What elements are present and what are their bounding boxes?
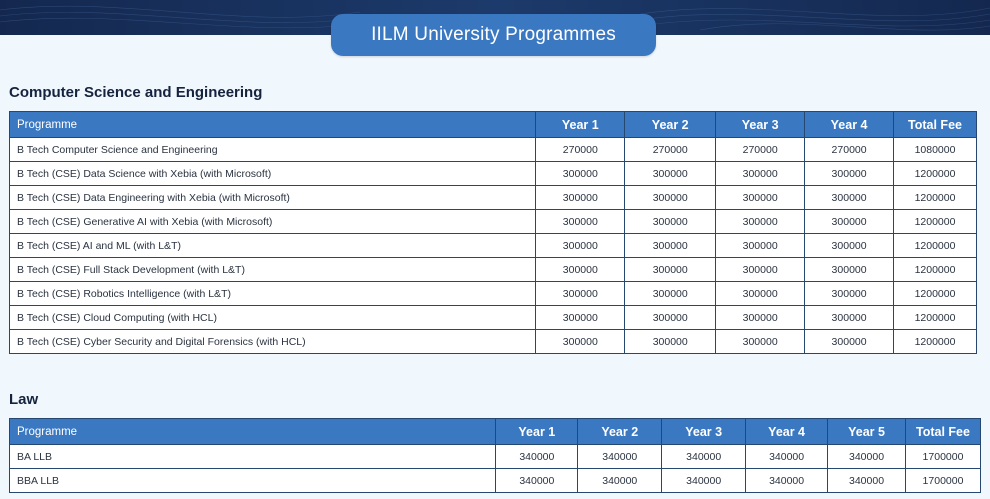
cse-fee-table <box>9 111 977 354</box>
programme-name-cell: B Tech (CSE) AI and ML (with L&T) <box>10 234 536 258</box>
fee-cell: 1200000 <box>894 210 977 234</box>
fee-cell: 300000 <box>625 330 716 354</box>
fee-cell: 340000 <box>662 469 746 493</box>
fee-cell: 300000 <box>805 210 894 234</box>
fee-cell: 300000 <box>625 162 716 186</box>
table-header-row <box>10 112 977 138</box>
fee-cell: 300000 <box>716 162 805 186</box>
fee-cell: 340000 <box>746 469 828 493</box>
programme-name-cell: B Tech (CSE) Cyber Security and Digital Forensics (with HCL) <box>10 330 536 354</box>
fee-cell: 300000 <box>805 186 894 210</box>
fee-cell: 340000 <box>578 469 662 493</box>
table-row <box>10 138 977 162</box>
fee-cell: 300000 <box>716 258 805 282</box>
programme-name-cell: BBA LLB <box>10 469 496 493</box>
fee-cell: 1200000 <box>894 162 977 186</box>
column-header: Year 4 <box>746 419 828 445</box>
section-heading-law: Law <box>9 391 39 408</box>
fee-cell: 1700000 <box>906 469 981 493</box>
table-row <box>10 234 977 258</box>
fee-cell: 300000 <box>625 282 716 306</box>
fee-cell: 340000 <box>578 445 662 469</box>
column-header: Year 3 <box>662 419 746 445</box>
table-row <box>10 306 977 330</box>
fee-cell: 300000 <box>536 282 625 306</box>
page-title: IILM University Programmes <box>331 14 656 56</box>
programme-name-cell: B Tech (CSE) Data Science with Xebia (with Microsoft) <box>10 162 536 186</box>
fee-cell: 1200000 <box>894 234 977 258</box>
table-row <box>10 162 977 186</box>
fee-cell: 300000 <box>716 282 805 306</box>
fee-cell: 300000 <box>716 234 805 258</box>
fee-cell: 300000 <box>716 210 805 234</box>
table-row <box>10 210 977 234</box>
programme-name-cell: B Tech Computer Science and Engineering <box>10 138 536 162</box>
table-header-row <box>10 419 981 445</box>
table-row <box>10 330 977 354</box>
fee-cell: 270000 <box>716 138 805 162</box>
column-header: Year 1 <box>536 112 625 138</box>
law-fee-table <box>9 418 981 493</box>
fee-cell: 300000 <box>536 234 625 258</box>
table-row <box>10 258 977 282</box>
fee-cell: 340000 <box>828 445 906 469</box>
fee-cell: 340000 <box>496 445 578 469</box>
fee-cell: 1200000 <box>894 258 977 282</box>
fee-cell: 300000 <box>805 330 894 354</box>
fee-cell: 300000 <box>536 306 625 330</box>
fee-cell: 1080000 <box>894 138 977 162</box>
column-header: Year 2 <box>625 112 716 138</box>
fee-cell: 300000 <box>716 186 805 210</box>
fee-cell: 300000 <box>536 186 625 210</box>
fee-cell: 1700000 <box>906 445 981 469</box>
fee-cell: 300000 <box>536 330 625 354</box>
fee-cell: 300000 <box>536 210 625 234</box>
fee-cell: 1200000 <box>894 186 977 210</box>
fee-cell: 300000 <box>625 186 716 210</box>
programme-name-cell: BA LLB <box>10 445 496 469</box>
fee-cell: 300000 <box>716 330 805 354</box>
fee-cell: 300000 <box>805 282 894 306</box>
section-heading-cse: Computer Science and Engineering <box>9 84 263 101</box>
column-header: Year 5 <box>828 419 906 445</box>
programme-name-cell: B Tech (CSE) Full Stack Development (with L&T) <box>10 258 536 282</box>
column-header: Year 4 <box>805 112 894 138</box>
fee-cell: 340000 <box>828 469 906 493</box>
fee-cell: 300000 <box>805 234 894 258</box>
programme-name-cell: B Tech (CSE) Cloud Computing (with HCL) <box>10 306 536 330</box>
table-row <box>10 282 977 306</box>
fee-cell: 1200000 <box>894 330 977 354</box>
fee-cell: 300000 <box>805 162 894 186</box>
column-header: Total Fee <box>906 419 981 445</box>
fee-cell: 1200000 <box>894 282 977 306</box>
fee-cell: 340000 <box>496 469 578 493</box>
fee-cell: 270000 <box>805 138 894 162</box>
fee-cell: 340000 <box>662 445 746 469</box>
fee-cell: 300000 <box>625 258 716 282</box>
fee-cell: 1200000 <box>894 306 977 330</box>
fee-cell: 300000 <box>805 258 894 282</box>
fee-cell: 270000 <box>625 138 716 162</box>
fee-cell: 270000 <box>536 138 625 162</box>
fee-cell: 300000 <box>536 162 625 186</box>
programme-name-cell: B Tech (CSE) Robotics Intelligence (with L&T) <box>10 282 536 306</box>
column-header: Year 2 <box>578 419 662 445</box>
column-header: Year 1 <box>496 419 578 445</box>
fee-cell: 300000 <box>716 306 805 330</box>
column-header: Programme <box>10 419 496 445</box>
programme-name-cell: B Tech (CSE) Generative AI with Xebia (with Microsoft) <box>10 210 536 234</box>
fee-cell: 300000 <box>805 306 894 330</box>
fee-cell: 300000 <box>625 210 716 234</box>
programme-name-cell: B Tech (CSE) Data Engineering with Xebia (with Microsoft) <box>10 186 536 210</box>
column-header: Year 3 <box>716 112 805 138</box>
fee-cell: 340000 <box>746 445 828 469</box>
column-header: Programme <box>10 112 536 138</box>
table-row <box>10 445 981 469</box>
column-header: Total Fee <box>894 112 977 138</box>
fee-cell: 300000 <box>625 234 716 258</box>
table-row <box>10 469 981 493</box>
table-row <box>10 186 977 210</box>
fee-cell: 300000 <box>536 258 625 282</box>
fee-cell: 300000 <box>625 306 716 330</box>
